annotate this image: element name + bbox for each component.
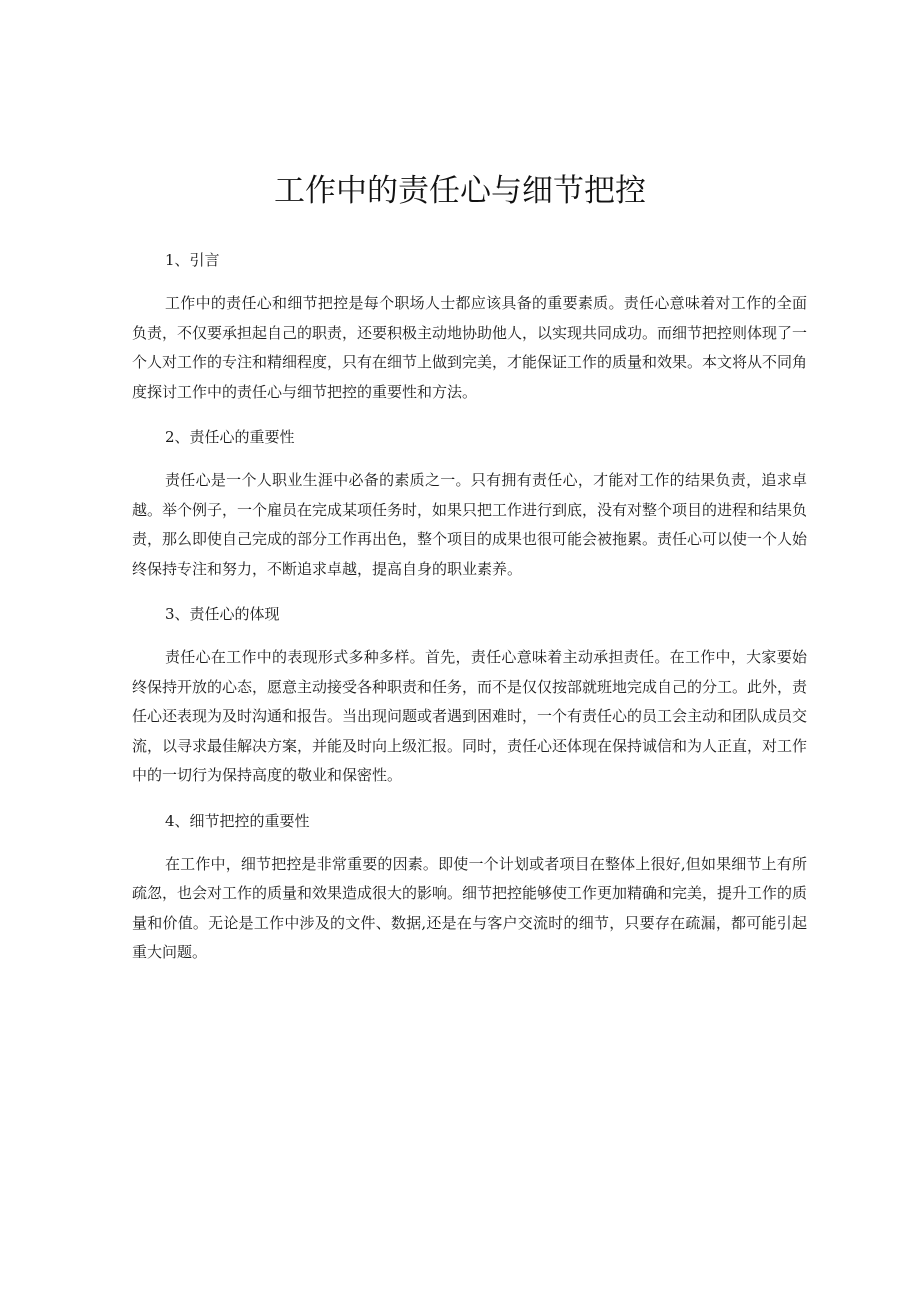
section-introduction: [132, 244, 807, 421]
section-paragraph: 在工作中，细节把控是非常重要的因素。即使一个计划或者项目在整体上很好,但如果细节上有所疏忽，也会对工作的质量和效果造成很大的影响。细节把控能够使工作更加精确和完美，提升工作的质量和价值。无论是工作中涉及的文件、数据,还是在与客户交流时的细节，只要存在疏漏，都可能引起重大问题。: [132, 854, 808, 961]
section-paragraph: 责任心是一个人职业生涯中必备的素质之一。只有拥有责任心，才能对工作的结果负责，追求卓越。举个例子，一个雇员在完成某项任务时，如果只把工作进行到底，没有对整个项目的进程和结果负责，那么即使自己完成的部分工作再出色，整个项目的成果也很可能会被拖累。责任心可以使一个人始终保持专注和努力，不断追求卓越，提高自身的职业素养。: [132, 471, 808, 578]
section-paragraph: 责任心在工作中的表现形式多种多样。首先，责任心意味着主动承担责任。在工作中，大家要始终保持开放的心态，愿意主动接受各种职责和任务，而不是仅仅按部就班地完成自己的分工。此外，责任心还表现为及时沟通和报告。当出现问题或者遇到困难时，一个有责任心的员工会主动和团队成员交流，以寻求最佳解决方案，并能及时向上级汇报。同时，责任心还体现在保持诚信和为人正直，对工作中的一切行为保持高度的敬业和保密性。: [132, 648, 808, 784]
section-heading: 3、责任心的体现: [165, 605, 280, 623]
document-body: [132, 244, 807, 968]
section-responsibility-manifestation: [132, 598, 807, 805]
section-paragraph: 工作中的责任心和细节把控是每个职场人士都应该具备的重要素质。责任心意味着对工作的全面负责，不仅要承担起自己的职责，还要积极主动地协助他人，以实现共同成功。而细节把控则体现了一个人对工作的专注和精细程度，只有在细节上做到完美，才能保证工作的质量和效果。本文将从不同角度探讨工作中的责任心与细节把控的重要性和方法。: [132, 294, 808, 401]
section-responsibility-importance: [132, 421, 807, 598]
document-title: 工作中的责任心与细节把控: [274, 173, 646, 209]
section-heading: 2、责任心的重要性: [165, 428, 295, 446]
section-detail-importance: [132, 805, 807, 968]
section-heading: 4、细节把控的重要性: [165, 811, 310, 830]
section-heading: 1、引言: [165, 251, 220, 269]
